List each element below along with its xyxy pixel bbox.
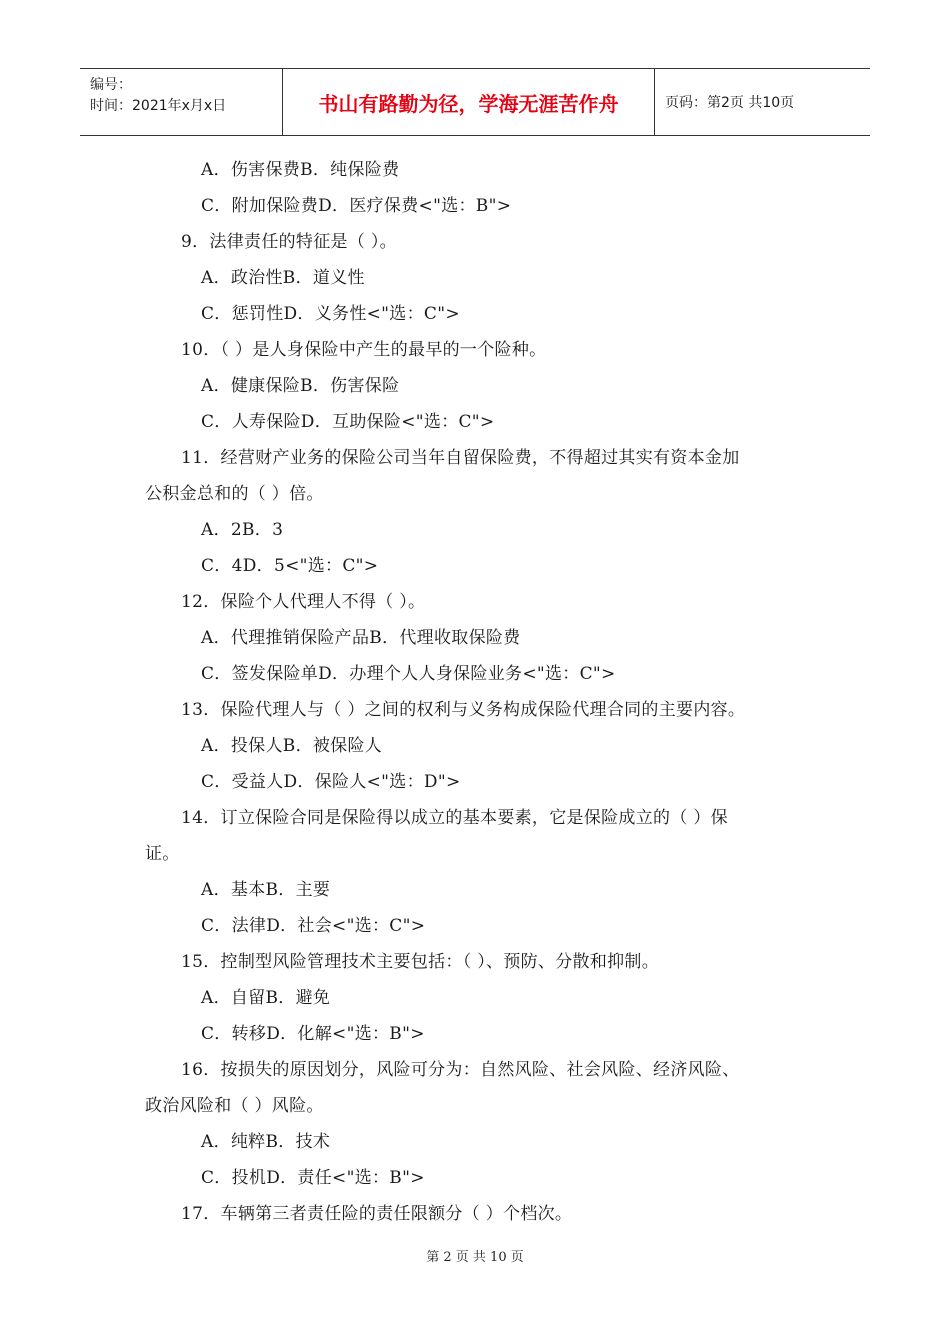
header-meta (80, 69, 283, 135)
answer-options: C．惩罚性D．义务性<"选：C"> (201, 304, 460, 324)
answer-options: C．4D．5<"选：C"> (201, 556, 379, 576)
answer-options: A．纯粹B．技术 (201, 1132, 331, 1152)
answer-options: C．法律D．社会<"选：C"> (201, 916, 426, 936)
answer-options: A．代理推销保险产品B．代理收取保险费 (201, 628, 521, 648)
question-text: 13．保险代理人与（ ）之间的权利与义务构成保险代理合同的主要内容。 (181, 700, 746, 720)
question-text: 16．按损失的原因划分，风险可分为：自然风险、社会风险、经济风险、 (181, 1060, 740, 1080)
question-text-continued: 公积金总和的（ ）倍。 (145, 484, 324, 504)
answer-options: C．附加保险费D．医疗保费<"选：B"> (201, 196, 512, 216)
question-text-continued: 证。 (145, 844, 180, 864)
question-text: 14．订立保险合同是保险得以成立的基本要素，它是保险成立的（ ）保 (181, 808, 728, 828)
question-text: 9．法律责任的特征是（ ）。 (181, 232, 397, 252)
document-number-label: 编号： (90, 77, 132, 93)
question-list (145, 152, 815, 1232)
question-text: 12．保险个人代理人不得（ ）。 (181, 592, 426, 612)
answer-options: C．受益人D．保险人<"选：D"> (201, 772, 461, 792)
question-text: 17．车辆第三者责任险的责任限额分（ ）个档次。 (181, 1204, 573, 1224)
answer-options: C．签发保险单D．办理个人人身保险业务<"选：C"> (201, 664, 616, 684)
answer-options: A．2B．3 (201, 520, 284, 540)
answer-options: A．健康保险B．伤害保险 (201, 376, 400, 396)
answer-options: C．转移D．化解<"选：B"> (201, 1024, 425, 1044)
answer-options: A．伤害保费B．纯保险费 (201, 160, 400, 180)
question-text: 11．经营财产业务的保险公司当年自留保险费，不得超过其实有资本金加 (181, 448, 740, 468)
answer-options: A．自留B．避免 (201, 988, 331, 1008)
question-text: 10．（ ）是人身保险中产生的最早的一个险种。 (181, 340, 547, 360)
document-time-label: 时间：2021年x月x日 (90, 98, 227, 114)
page-header (80, 68, 870, 136)
answer-options: A．投保人B．被保险人 (201, 736, 383, 756)
answer-options: C．投机D．责任<"选：B"> (201, 1168, 425, 1188)
question-text-continued: 政治风险和（ ）风险。 (145, 1096, 324, 1116)
answer-options: C．人寿保险D．互助保险<"选：C"> (201, 412, 495, 432)
page-footer: 第 2 页 共 10 页 (426, 1250, 524, 1265)
question-text: 15．控制型风险管理技术主要包括：（ ）、预防、分散和抑制。 (181, 952, 660, 972)
header-page-code: 页码：第2页 共10页 (665, 95, 795, 111)
answer-options: A．政治性B．道义性 (201, 268, 365, 288)
answer-options: A．基本B．主要 (201, 880, 331, 900)
header-motto: 书山有路勤为径，学海无涯苦作舟 (283, 69, 655, 135)
